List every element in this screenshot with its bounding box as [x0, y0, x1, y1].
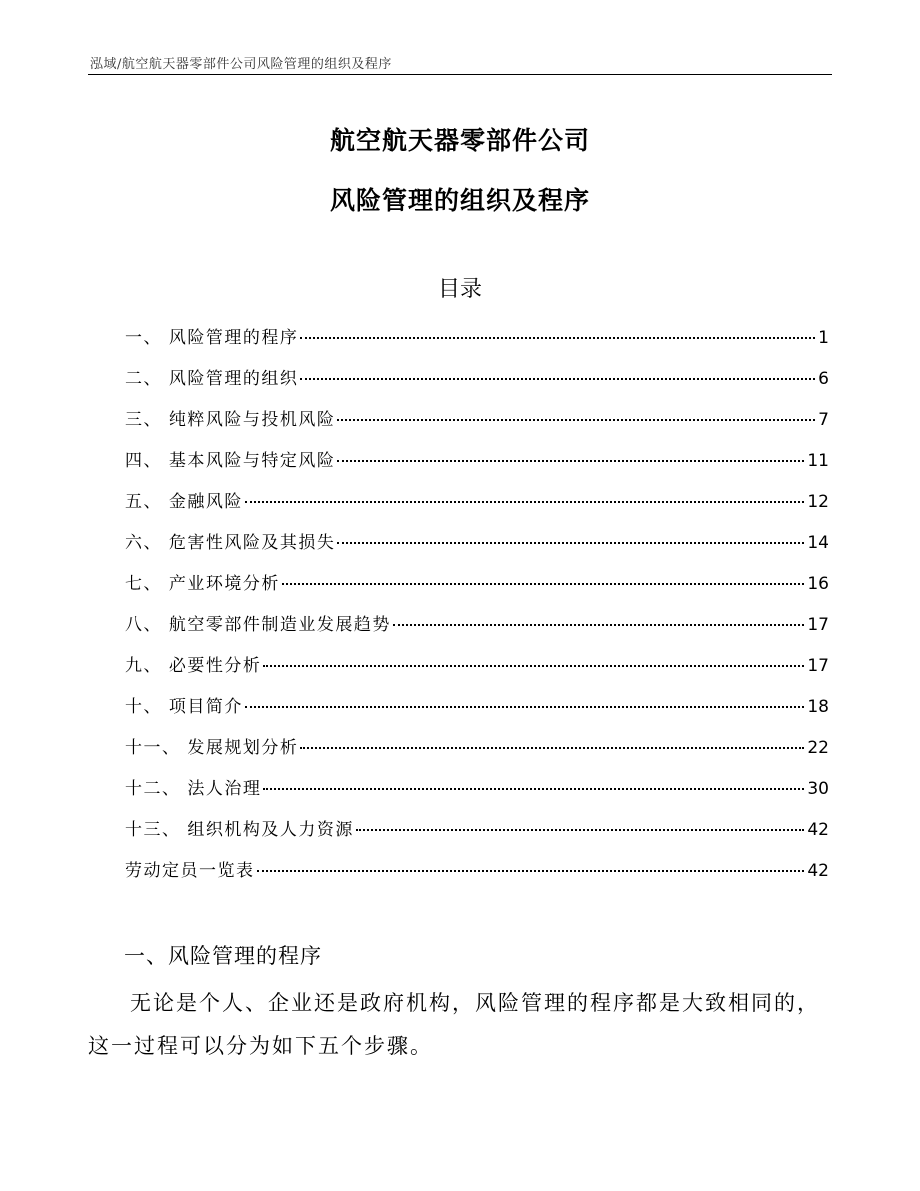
toc-entry-page: 6: [818, 369, 829, 389]
toc-entry[interactable]: [125, 487, 829, 528]
toc-entry-label: 十一、 发展规划分析: [125, 738, 299, 758]
toc-entry[interactable]: [125, 610, 829, 651]
toc-entry[interactable]: [125, 856, 829, 897]
toc-entry[interactable]: [125, 733, 829, 774]
toc-leader-dots: [263, 665, 804, 667]
toc-leader-dots: [337, 542, 804, 544]
document-title-line-1: 航空航天器零部件公司: [329, 126, 590, 155]
toc-leader-dots: [300, 747, 804, 749]
toc-entry[interactable]: [125, 774, 829, 815]
header-rule: [88, 74, 832, 75]
toc-leader-dots: [282, 583, 804, 585]
toc-leader-dots: [245, 501, 804, 503]
toc-leader-dots: [356, 829, 804, 831]
toc-entry-label: 五、 金融风险: [125, 492, 243, 512]
toc-entry[interactable]: [125, 569, 829, 610]
toc-entry-label: 十三、 组织机构及人力资源: [125, 820, 354, 840]
toc-leader-dots: [245, 706, 804, 708]
toc-entry-page: 42: [807, 820, 829, 840]
toc-leader-dots: [257, 870, 805, 872]
toc-entry-label: 二、 风险管理的组织: [125, 369, 299, 389]
toc-entry-page: 14: [807, 533, 829, 553]
toc-leader-dots: [337, 460, 804, 462]
toc-entry[interactable]: [125, 405, 829, 446]
toc-entry-label: 八、 航空零部件制造业发展趋势: [125, 615, 391, 635]
toc-leader-dots: [263, 788, 804, 790]
toc-entry-page: 7: [818, 410, 829, 430]
toc-entry[interactable]: [125, 446, 829, 487]
toc-entry[interactable]: [125, 528, 829, 569]
toc-entry[interactable]: [125, 815, 829, 856]
toc-entry-page: 17: [807, 615, 829, 635]
toc-entry[interactable]: [125, 323, 829, 364]
toc-entry-label: 一、 风险管理的程序: [125, 328, 299, 348]
toc-entry[interactable]: [125, 651, 829, 692]
toc-entry[interactable]: [125, 364, 829, 405]
toc-entry-label: 十、 项目简介: [125, 697, 243, 717]
toc-leader-dots: [300, 337, 815, 339]
toc-entry-page: 11: [807, 451, 829, 471]
document-title-line-2: 风险管理的组织及程序: [329, 186, 590, 215]
toc-entry-label: 劳动定员一览表: [125, 861, 255, 881]
body-paragraph: 无论是个人、企业还是政府机构，风险管理的程序都是大致相同的，这一过程可以分为如下五个步骤。: [88, 991, 820, 1058]
toc-entry-label: 十二、 法人治理: [125, 779, 262, 799]
toc-entry-page: 22: [807, 738, 829, 758]
toc-entry-page: 12: [807, 492, 829, 512]
toc-leader-dots: [393, 624, 804, 626]
toc-entry-label: 七、 产业环境分析: [125, 574, 280, 594]
toc-entry-label: 九、 必要性分析: [125, 656, 262, 676]
toc-entry-page: 1: [818, 328, 829, 348]
toc-entry-label: 三、 纯粹风险与投机风险: [125, 410, 336, 430]
toc-entry-page: 16: [807, 574, 829, 594]
toc-heading: 目录: [437, 277, 482, 302]
toc-entry-page: 17: [807, 656, 829, 676]
toc-leader-dots: [337, 419, 815, 421]
toc-entry-label: 六、 危害性风险及其损失: [125, 533, 336, 553]
section-heading: 一、风险管理的程序: [124, 944, 322, 968]
toc-leader-dots: [300, 378, 815, 380]
running-header: 泓域/航空航天器零部件公司风险管理的组织及程序: [90, 57, 392, 72]
toc-entry-page: 42: [807, 861, 829, 881]
toc-entry-label: 四、 基本风险与特定风险: [125, 451, 336, 471]
toc-entry[interactable]: [125, 692, 829, 733]
table-of-contents: [125, 323, 829, 897]
toc-entry-page: 30: [807, 779, 829, 799]
toc-entry-page: 18: [807, 697, 829, 717]
